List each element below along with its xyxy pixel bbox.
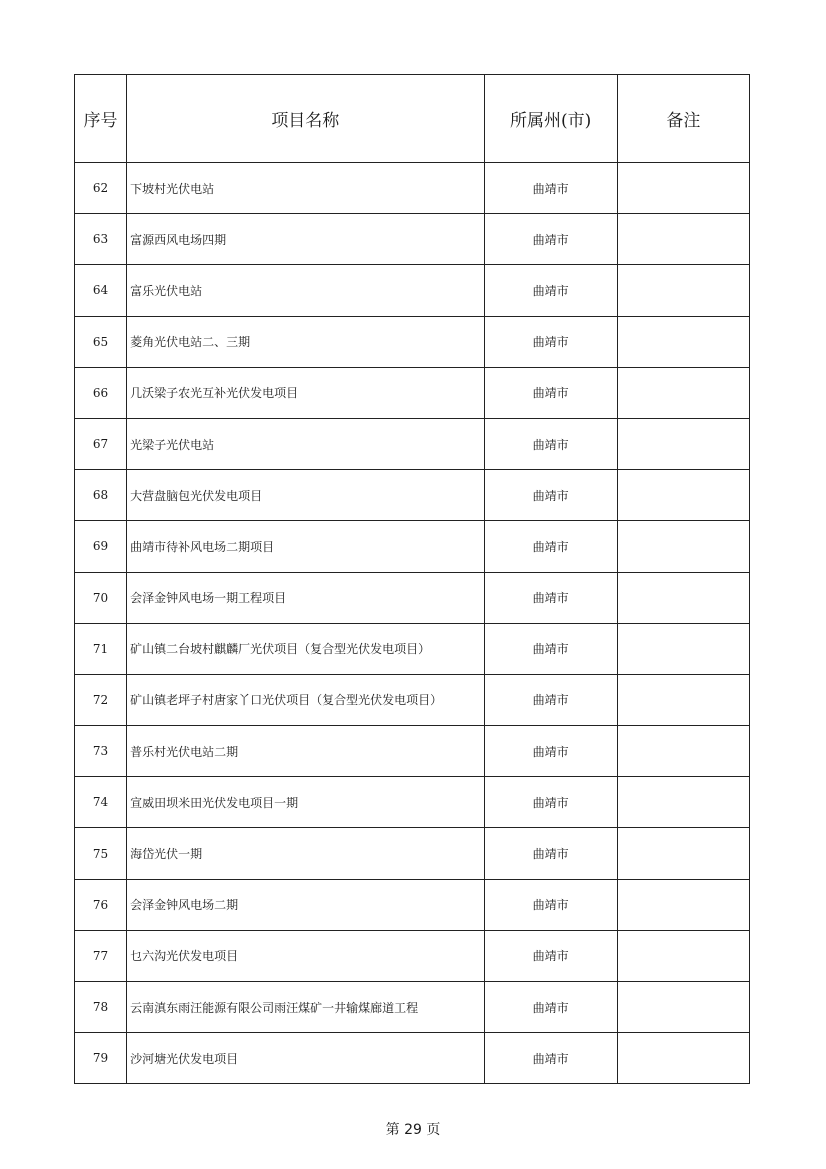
project-table <box>74 74 750 1084</box>
region-cell: 曲靖市 <box>484 777 617 828</box>
project-name-cell: 会泽金钟风电场一期工程项目 <box>127 572 485 623</box>
region-cell: 曲靖市 <box>484 367 617 418</box>
project-name-cell: 宣威田坝米田光伏发电项目一期 <box>127 777 485 828</box>
serial-number-cell: 70 <box>75 572 127 623</box>
table-row <box>75 623 750 674</box>
table-row <box>75 777 750 828</box>
table-row <box>75 726 750 777</box>
region-cell: 曲靖市 <box>484 572 617 623</box>
region-cell: 曲靖市 <box>484 982 617 1033</box>
serial-number-cell: 69 <box>75 521 127 572</box>
region-cell: 曲靖市 <box>484 521 617 572</box>
project-name-cell: 会泽金钟风电场二期 <box>127 879 485 930</box>
project-name-cell: 菱角光伏电站二、三期 <box>127 316 485 367</box>
table-row <box>75 879 750 930</box>
serial-number-cell: 66 <box>75 367 127 418</box>
project-name-cell: 富源西风电场四期 <box>127 214 485 265</box>
serial-number-cell: 64 <box>75 265 127 316</box>
region-cell: 曲靖市 <box>484 163 617 214</box>
note-cell <box>617 470 749 521</box>
serial-number-cell: 68 <box>75 470 127 521</box>
serial-number-cell: 63 <box>75 214 127 265</box>
project-name-cell: 云南滇东雨汪能源有限公司雨汪煤矿一井输煤廊道工程 <box>127 982 485 1033</box>
serial-number-cell: 77 <box>75 930 127 981</box>
table-row <box>75 470 750 521</box>
serial-number-cell: 78 <box>75 982 127 1033</box>
header-project-name: 项目名称 <box>127 75 485 163</box>
table-row <box>75 674 750 725</box>
note-cell <box>617 674 749 725</box>
serial-number-cell: 73 <box>75 726 127 777</box>
region-cell: 曲靖市 <box>484 214 617 265</box>
serial-number-cell: 67 <box>75 418 127 469</box>
table-row <box>75 572 750 623</box>
project-name-cell: 富乐光伏电站 <box>127 265 485 316</box>
note-cell <box>617 623 749 674</box>
note-cell <box>617 572 749 623</box>
region-cell: 曲靖市 <box>484 930 617 981</box>
project-name-cell: 矿山镇二台坡村麒麟厂光伏项目（复合型光伏发电项目） <box>127 623 485 674</box>
table-body <box>75 163 750 1084</box>
project-name-cell: 矿山镇老坪子村唐家丫口光伏项目（复合型光伏发电项目） <box>127 674 485 725</box>
table-row <box>75 828 750 879</box>
serial-number-cell: 79 <box>75 1033 127 1084</box>
header-region: 所属州(市) <box>484 75 617 163</box>
table-row <box>75 163 750 214</box>
project-name-cell: 光梁子光伏电站 <box>127 418 485 469</box>
note-cell <box>617 1033 749 1084</box>
serial-number-cell: 72 <box>75 674 127 725</box>
project-name-cell: 大营盘脑包光伏发电项目 <box>127 470 485 521</box>
region-cell: 曲靖市 <box>484 265 617 316</box>
table-row <box>75 214 750 265</box>
header-note: 备注 <box>617 75 749 163</box>
header-serial-number: 序号 <box>75 75 127 163</box>
serial-number-cell: 65 <box>75 316 127 367</box>
region-cell: 曲靖市 <box>484 879 617 930</box>
note-cell <box>617 982 749 1033</box>
project-name-cell: 曲靖市待补风电场二期项目 <box>127 521 485 572</box>
note-cell <box>617 418 749 469</box>
table-row <box>75 418 750 469</box>
serial-number-cell: 75 <box>75 828 127 879</box>
table-header-row <box>75 75 750 163</box>
project-name-cell: 下坡村光伏电站 <box>127 163 485 214</box>
table-row <box>75 521 750 572</box>
note-cell <box>617 777 749 828</box>
region-cell: 曲靖市 <box>484 623 617 674</box>
note-cell <box>617 828 749 879</box>
note-cell <box>617 521 749 572</box>
serial-number-cell: 76 <box>75 879 127 930</box>
region-cell: 曲靖市 <box>484 316 617 367</box>
project-name-cell: 几沃梁子农光互补光伏发电项目 <box>127 367 485 418</box>
table-row <box>75 265 750 316</box>
region-cell: 曲靖市 <box>484 674 617 725</box>
project-name-cell: 沙河塘光伏发电项目 <box>127 1033 485 1084</box>
serial-number-cell: 74 <box>75 777 127 828</box>
note-cell <box>617 367 749 418</box>
region-cell: 曲靖市 <box>484 1033 617 1084</box>
note-cell <box>617 265 749 316</box>
table-row <box>75 367 750 418</box>
region-cell: 曲靖市 <box>484 470 617 521</box>
project-name-cell: 乜六沟光伏发电项目 <box>127 930 485 981</box>
table-row <box>75 982 750 1033</box>
table-row <box>75 1033 750 1084</box>
page-number: 第 29 页 <box>385 1122 441 1138</box>
note-cell <box>617 163 749 214</box>
project-name-cell: 普乐村光伏电站二期 <box>127 726 485 777</box>
note-cell <box>617 879 749 930</box>
project-name-cell: 海岱光伏一期 <box>127 828 485 879</box>
table-row <box>75 316 750 367</box>
note-cell <box>617 214 749 265</box>
region-cell: 曲靖市 <box>484 418 617 469</box>
note-cell <box>617 316 749 367</box>
table-row <box>75 930 750 981</box>
region-cell: 曲靖市 <box>484 828 617 879</box>
serial-number-cell: 71 <box>75 623 127 674</box>
serial-number-cell: 62 <box>75 163 127 214</box>
note-cell <box>617 930 749 981</box>
region-cell: 曲靖市 <box>484 726 617 777</box>
note-cell <box>617 726 749 777</box>
